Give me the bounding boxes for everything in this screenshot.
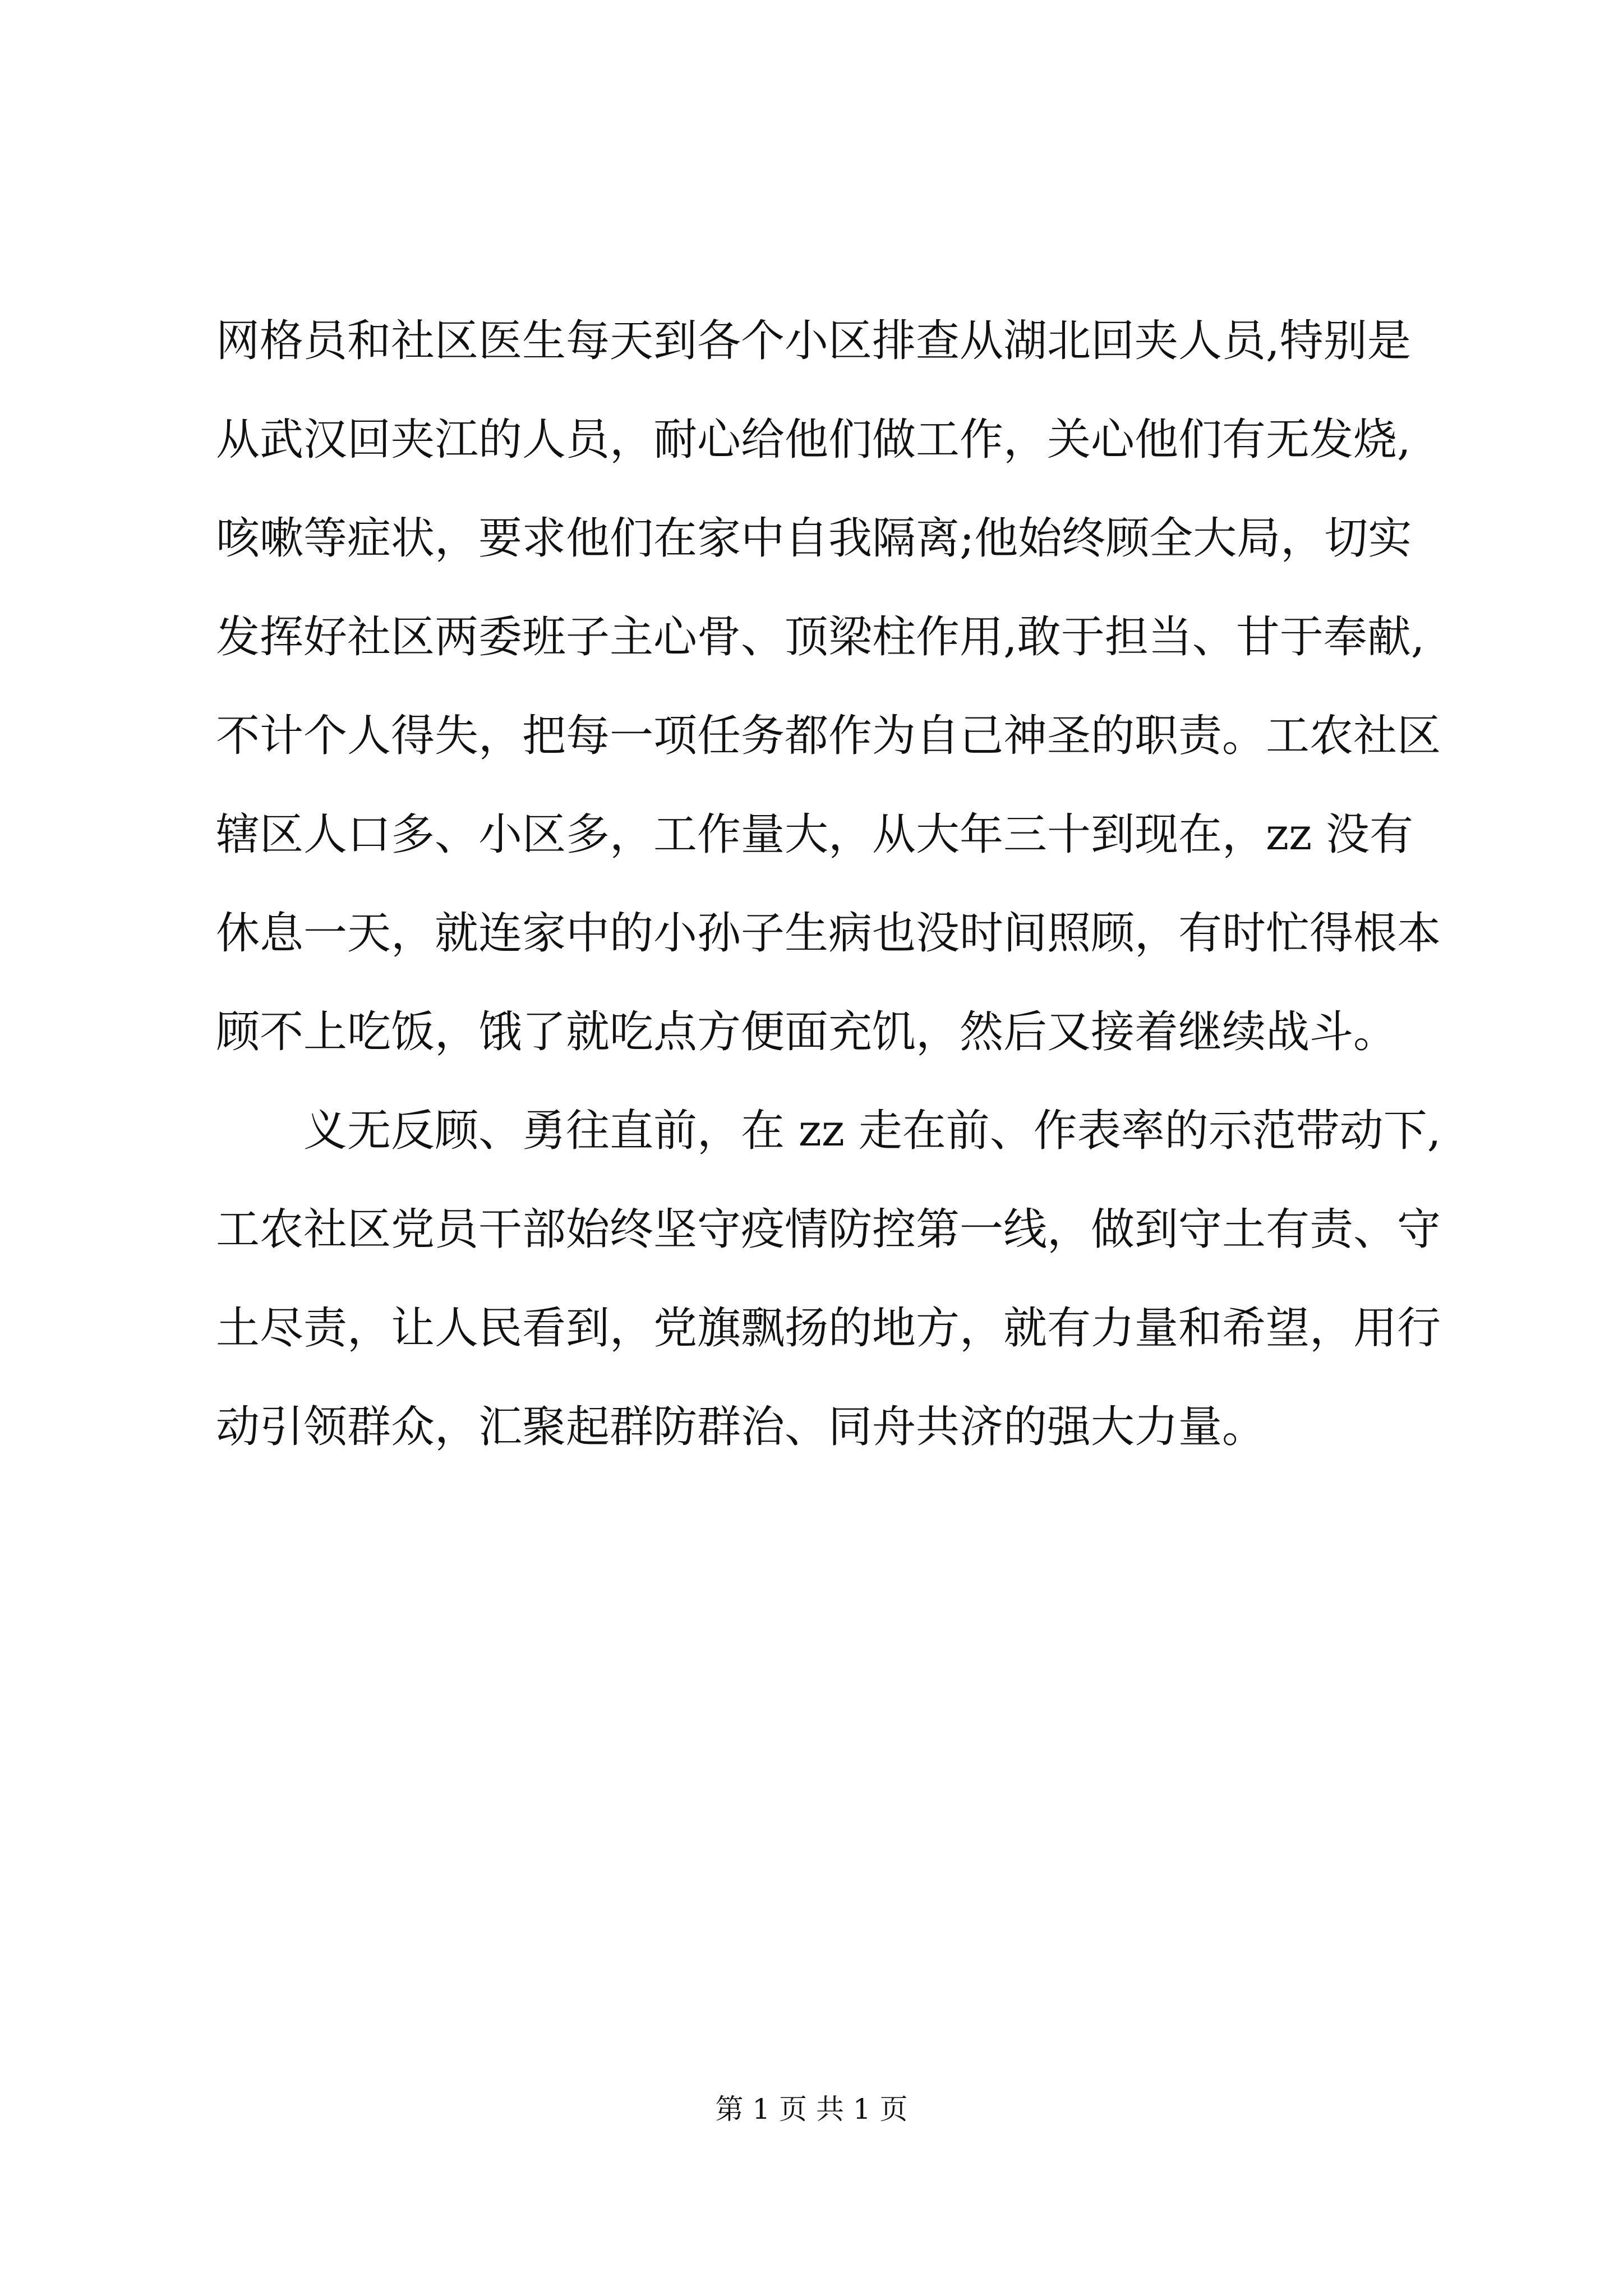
text-line: 不计个人得失，把每一项任务都作为自己神圣的职责。工农社区: [216, 711, 1441, 761]
text-line: 从武汉回夹江的人员，耐心给他们做工作，关心他们有无发烧,: [216, 415, 1411, 465]
text-line: 土尽责，让人民看到，党旗飘扬的地方，就有力量和希望，用行: [216, 1303, 1441, 1354]
text-line: 义无反顾、勇往直前，在 zz 走在前、作表率的示范带动下,: [303, 1106, 1441, 1156]
page-number-footer: 第 1 页 共 1 页: [715, 2093, 908, 2125]
body-text: [216, 292, 1441, 1476]
text-line: 休息一天，就连家中的小孙子生病也没时间照顾，有时忙得根本: [216, 908, 1441, 959]
text-line: 网格员和社区医生每天到各个小区排查从湖北回夹人员,特别是: [216, 316, 1411, 366]
text-line: 工农社区党员干部始终坚守疫情防控第一线，做到守土有责、守: [216, 1204, 1441, 1255]
text-line: 顾不上吃饭，饿了就吃点方便面充饥，然后又接着继续战斗。: [216, 1007, 1398, 1057]
text-line: 动引领群众，汇聚起群防群治、同舟共济的强大力量。: [216, 1402, 1266, 1452]
text-line: 发挥好社区两委班子主心骨、顶梁柱作用,敢于担当、甘于奉献,: [216, 612, 1425, 662]
text-line: 辖区人口多、小区多，工作量大，从大年三十到现在，zz 没有: [216, 809, 1413, 860]
text-line: 咳嗽等症状，要求他们在家中自我隔离;他始终顾全大局，切实: [216, 513, 1412, 564]
